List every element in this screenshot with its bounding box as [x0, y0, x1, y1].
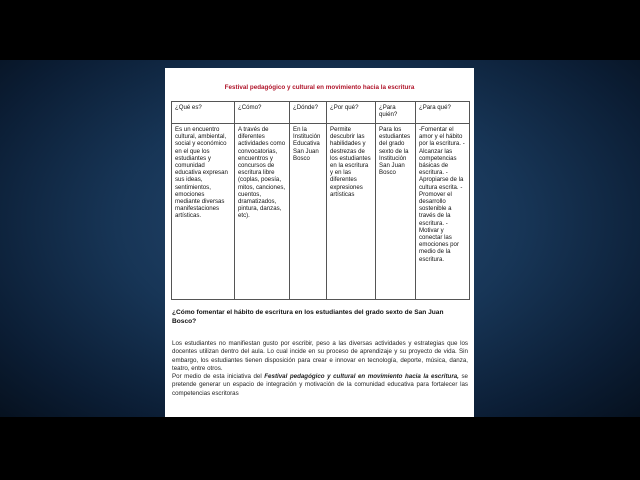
header-donde: ¿Dónde? [290, 102, 327, 124]
paragraph-2 [172, 373, 468, 398]
paragraph-2-end: se pretende generar un espacio de integración y motivación de la comunidad educativa para fortalecer las competencias escritoras [172, 373, 468, 397]
table-row [172, 124, 470, 300]
body-section [172, 308, 468, 398]
table-header-row [172, 102, 470, 124]
paragraph-2-emphasis: Festival pedagógico y cultural en movimiento hacia la escritura, [264, 373, 459, 381]
header-que-es: ¿Qué es? [172, 102, 235, 124]
cell-para-que: -Fomentar el amor y el hábito por la escritura. -Alcanzar las competencias básicas de escritura. - Apropiarse de la cultura escrita. - Promover el desarrollo sostenible a través de la escritura. - Motivar y conectar las emociones por medio de la escritura. [416, 124, 470, 300]
cell-como: A través de diferentes actividades como convocatorias, encuentros y concursos de escritura libre (coplas, poesía, mitos, canciones, cuentos, dramatizados, pintura, danzas, etc). [235, 124, 290, 300]
cell-por-que: Permite descubrir las habilidades y destrezas de los estudiantes en la escritura y en las diferentes expresiones artísticas [327, 124, 376, 300]
section-question: ¿Cómo fomentar el hábito de escritura en los estudiantes del grado sexto de San Juan Bosco? [172, 309, 444, 325]
cell-para-quien: Para los estudiantes del grado sexto de la Institución San Juan Bosco [376, 124, 416, 300]
festival-table [171, 101, 470, 300]
header-para-quien: ¿Para quién? [376, 102, 416, 124]
paragraph-2-start: Por medio de esta iniciativa del [172, 373, 262, 381]
cell-donde: En la Institución Educativa San Juan Bosco [290, 124, 327, 300]
header-para-que: ¿Para qué? [416, 102, 470, 124]
cell-que-es: Es un encuentro cultural, ambiental, social y económico en el que los estudiantes y comunidad educativa expresan sus ideas, sentimientos, emociones mediante diversas manifestaciones artísticas. [172, 124, 235, 300]
header-por-que: ¿Por qué? [327, 102, 376, 124]
document-page [165, 68, 474, 417]
header-como: ¿Cómo? [235, 102, 290, 124]
paragraph-1: Los estudiantes no manifiestan gusto por escribir, peso a las diversas actividades y estrategias que los docentes utilizan dentro del aula. Lo cual incide en su proceso de aprendizaje y su proyecto de vida. Sin embargo, los estudiantes tienen disposición para crear e innovar en tecnología, deporte, música, danza, teatro, entre otros. [172, 340, 468, 372]
document-title: Festival pedagógico y cultural en movimiento hacia la escritura [224, 84, 415, 91]
